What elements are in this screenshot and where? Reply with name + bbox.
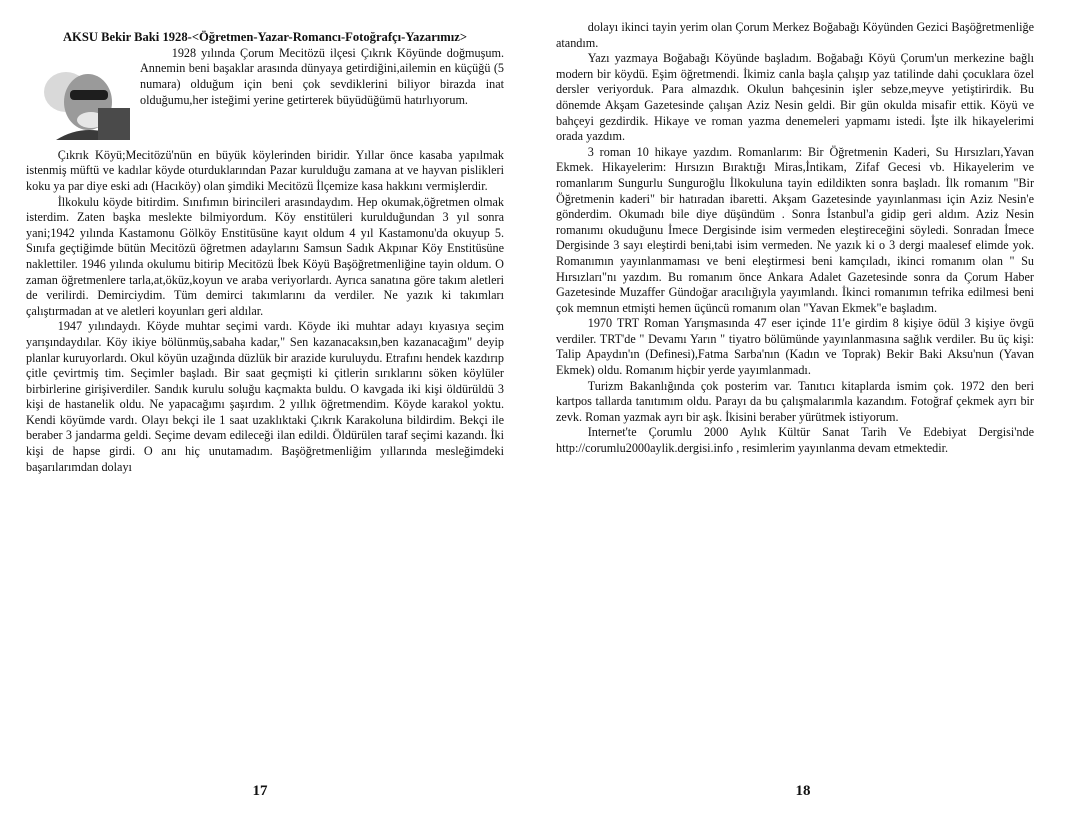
paragraph: Çıkrık Köyü;Mecitözü'nün en büyük köylerinden biridir. Yıllar önce kasaba yapılmak istenmiş müftü ve kadılar köyde oturduklarından Pazar kurulduğu zamana at ve hayvan pislikleri koku ya par diye eski adı (Hacıköy) olan şimdiki Mecitözü İlçemize kasa hakkını vermişlerdir. [26, 147, 504, 193]
article-title: AKSU Bekir Baki 1928-<Öğretmen-Yazar-Romancı-Fotoğrafçı-Yazarımız> [62, 30, 468, 44]
paragraph: Yazı yazmaya Boğabağı Köyünde başladım. Boğabağı Köyü Çorum'un merkezine bağlı modern bir köydü. Eşim öğretmendi. İkimiz canla başla çalışıp yaz tatilinde dahi çocuklara özel dersler veriyorduk. Para almazdık. Okulun bahçesinin işler sebze,meyve yetiştirirdik. Bu dönemde Akşam Gazetesinde çalışan Aziz Nesin geldi. Bir gün okulda misafir ettik. Köyü ve bahçeyi gezdirdik. Hikaye ve roman yazma denemeleri yapmamı istedi. İşte ilk hikayelerimi orada yazdım. [556, 51, 1034, 144]
right-text-column [556, 20, 1034, 457]
paragraph: 1970 TRT Roman Yarışmasında 47 eser içinde 11'e girdim 8 kişiye ödül 3 kişiye övgü verdiler. TRT'de " Devamı Yarın " tiyatro bölümünde yayınlanmasına sağlık verdiler. Bu üç kişi: Talip Apaydın'ın (Definesi),Fatma Sarba'nın (Kadın ve Toprak) Bekir Baki Aksu'nun (Yavan Ekmek) oldu. Romanım hiçbir yerde yayımlanmadı. [556, 316, 1034, 378]
paragraph: 1928 yılında Çorum Mecitözü ilçesi Çıkrık Köyünde doğmuşum. Annemin beni başaklar arasında dünyaya getirdiğini,ailemin en küçüğü (5 numara) olduğum için beni çok sevdiklerini biliyor birazda inat olduğumu,her isteğimi yerine getirterek büyüdüğümü hatırlıyorum. [140, 45, 504, 107]
page-number: 17 [252, 783, 268, 799]
left-text-column [26, 30, 504, 475]
paragraph: dolayı ikinci tayin yerim olan Çorum Merkez Boğabağı Köyünden Gezici Başöğretmenliğe atandım. [556, 20, 1034, 50]
right-page [533, 0, 1066, 822]
paragraph: 3 roman 10 hikaye yazdım. Romanlarım: Bir Öğretmenin Kaderi, Su Hırsızları,Yavan Ekmek. Hikayelerim: Hırsızın Bıraktığı Miras,İntikam, Zifaf Gecesi vb. Hikayelerim ve romanlarım Sungurlu Sunguroğlu İlkokuluna tayin edildikten sonra başladı. İlk romanım "Bir Öğretmenin kaderi" bir hatıradan ibaretti. Akşam Gazetesinde yayınlanması için Aziz Nesin'e gönderdim. Okumadı bile diye düşündüm . Sonra İstanbul'a gidip geri aldım. Aziz Nesin romanımı okuduğunu İmece Dergisinde isim vermeden eleştireceğini söyledi. Sonradan İmece Dergisinde 3 sayı eleştirdi beni,tabi isim vermeden. Ne yazık ki o 3 dergi maalesef elimde yok. Romanımın yayınlanmaması ve beni eleştirmesi beni kamçıladı, ikinci romanım olan " Su Hırsızları"nı yazdım. Bu romanım önce Ankara Adalet Gazetesinde sonra da Çorum Haber Gazetesinde Muzaffer Gündoğar aracılığıyla yayımlandı. İkinci romanımın tefrika edilmesi beni çok memnun etmişti hemen üçüncü romanım olan "Yavan Ekmek"e başladım. [556, 144, 1034, 315]
page-number: 18 [795, 783, 811, 799]
paragraph: 1947 yılındaydı. Köyde muhtar seçimi vardı. Köyde iki muhtar adayı kıyasıya seçim yarışındaydılar. Köy ikiye bölünmüş,sabaha kadar," Sen kazanacaksın,ben kazanacağım" deyip planlar kuruyorlardı. Okul köyün uzağında düzlük bir arazide kuruluydu. Etrafını hendek kazdırıp çitle çevirtmiş tim. Seçimler başladı. Bir saat geçmişti ki çitlerin sırıklarını söken köylüler birbirlerine girişiverdiler. Sandık kurulu soluğu kaçmakta buldu. O kavgada iki kişi öldürüldü 3 kişi de hastanelik oldu. Ne yapacağımı şaşırdım. 2 yıllık öğretmendim. Köyde karakol yoktu. Kendi köyümde vardı. Olayı bekçi ile 1 saat uzaklıktaki Çıkrık Karakoluna bildirdim. Bekçi ile beraber 3 jandarma geldi. Seçime devam edileceği ilan edildi. Öldürülen taraf seçimi kazandı. İki kişi de hapse girdi. O anı hiç unutamadım. Başöğretmenliğim yıllarında mesleğimdeki başarılarımdan dolayı [26, 319, 504, 474]
paragraph: Turizm Bakanlığında çok posterim var. Tanıtıcı kitaplarda ismim çok. 1972 den beri kartpos tallarda tanıtımım oldu. Parayı da bu çalışmalarımla kazandım. Fotoğraf çekmek ayrı bir zevk. Roman yazmak ayrı bir aşk. İkisini beraber yürütmek istiyorum. [556, 378, 1034, 424]
portrait-photo-icon [36, 62, 130, 140]
paragraph: Internet'te Çorumlu 2000 Aylık Kültür Sanat Tarih Ve Edebiyat Dergisi'nde http://corumlu2000aylik.dergisi.info , resimlerim yayınlanma devam etmektedir. [556, 425, 1034, 456]
paragraph: İlkokulu köyde bitirdim. Sınıfımın birincileri arasındaydım. Hep okumak,öğretmen olmak isterdim. Zaten başka meslekte bilmiyordum. Köy enstitüleri kurulduğundan 3 yıl sonra yani;1942 yılında Kastamonu Gölköy Enstitüsüne kayıt oldum 4 yıl Kastamonu'da okuyup 5. Sınıfa geçtiğimde bütün Mecitözü öğretmen adaylarını Samsun Sadık Akpınar Köy Enstitüsüne naklettiler. 1946 yılında okulumu bitirip Mecitözü İbek Köyü Başöğretmenliğine tayin oldum. O zaman öğretmenlere tarla,at,öküz,koyun ve araba veriyorlardı. Ayrıca sanatına göre takım aletleri de verilirdi. Demirciydim. Tüm demirci takımlarını da verdiler. Ne yazık ki takımları çalıştırmadan at ve aletleri koyunları geri aldılar. [26, 194, 504, 318]
